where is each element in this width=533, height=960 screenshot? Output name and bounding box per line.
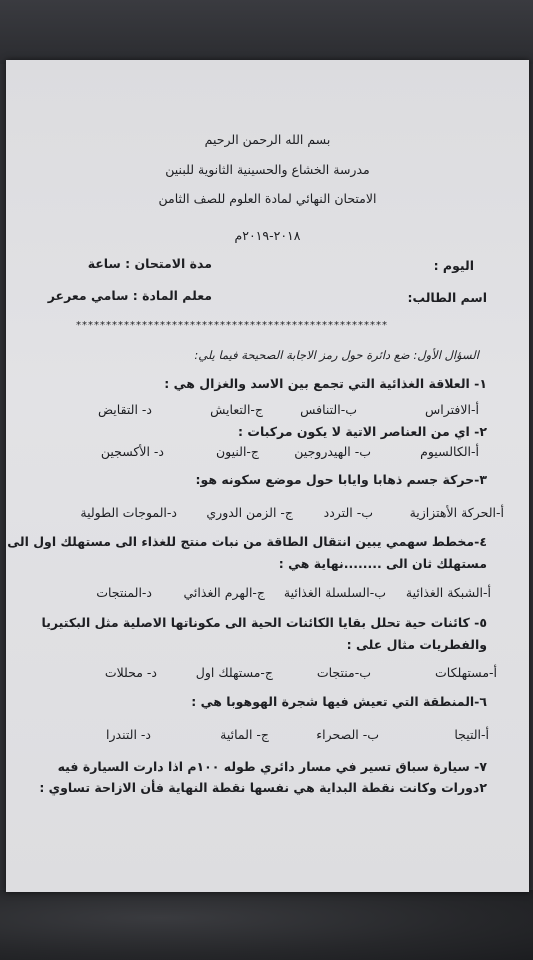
question-5-line-1: ٥- كائنات حية تحلل بقايا الكائنات الحية الى مكوناتها الاصلية مثل البكتيريا	[41, 615, 487, 630]
teacher-name: معلم المادة : سامي معرعر	[47, 288, 212, 303]
option-d: د- الأكسجين	[100, 444, 164, 459]
option-a: أ-الافتراس	[425, 402, 479, 417]
option-a: أ-الكالسيوم	[420, 444, 479, 459]
option-c: ج-التعايش	[210, 402, 263, 417]
option-a: أ-مستهلكات	[435, 665, 497, 680]
day-label: اليوم :	[433, 258, 474, 273]
option-d: د- التقايض	[97, 402, 152, 417]
option-c: ج-الهرم الغذائي	[183, 585, 265, 600]
option-d: د-الموجات الطولية	[80, 505, 177, 520]
exam-year: ٢٠١٨-٢٠١٩م	[234, 228, 301, 243]
background-bottom	[0, 890, 533, 960]
option-a: أ-الحركة الأهتزازية	[409, 505, 504, 520]
question-4-line-2: مستهلك ثان الى ........نهاية هي :	[278, 556, 487, 571]
student-name-label: اسم الطالب:	[407, 290, 487, 305]
option-d: د- التندرا	[106, 727, 151, 742]
option-b: ب- الهيدروجين	[294, 444, 371, 459]
option-c: ج- المائية	[220, 727, 269, 742]
option-b: ب- التردد	[323, 505, 373, 520]
option-d: د-المنتجات	[96, 585, 152, 600]
exam-duration: مدة الامتحان : ساعة	[87, 256, 212, 271]
section-title: السؤال الأول: ضع دائرة حول رمز الاجابة الصحيحة فيما يلي:	[194, 348, 479, 362]
question-2: ٢- اي من العناصر الاتية لا يكون مركبات :	[238, 424, 487, 439]
exam-paper	[6, 60, 529, 892]
school-name: مدرسة الخشاع والحسينية الثانوية للبنين	[165, 162, 370, 177]
separator-line: ****************************************************	[76, 320, 388, 331]
option-c: ج-النيون	[215, 444, 259, 459]
exam-title: الامتحان النهائي لمادة العلوم للصف الثامن	[158, 191, 377, 206]
option-a: أ-التيجا	[454, 727, 489, 742]
option-d: د- محللات	[104, 665, 157, 680]
question-3: ٣-حركة جسم ذهابا وايابا حول موضع سكونه هو:	[195, 472, 487, 487]
basmala: بسم الله الرحمن الرحيم	[204, 132, 331, 147]
question-5-line-2: والفطريات مثال على :	[346, 637, 487, 652]
option-b: ب-منتجات	[316, 665, 371, 680]
question-4-line-1: ٤-مخطط سهمي يبين انتقال الطاقة من نبات منتج للغذاء الى مستهلك اول الى	[7, 534, 487, 549]
background-top	[0, 0, 533, 64]
question-7-line-1: ٧- سيارة سباق تسير في مسار دائري طوله ١٠٠م اذا دارت السيارة فيه	[57, 759, 487, 774]
option-a: أ-الشبكة الغذائية	[405, 585, 491, 600]
option-b: ب-السلسلة الغذائية	[283, 585, 386, 600]
question-1: ١- العلاقة الغذائية التي تجمع بين الاسد والغزال هي :	[164, 376, 487, 391]
question-6: ٦-المنطقة التي تعيش فيها شجرة الهوهوبا هي :	[191, 694, 487, 709]
option-c: ج- الزمن الدوري	[206, 505, 293, 520]
option-b: ب- الصحراء	[316, 727, 379, 742]
option-b: ب-التنافس	[300, 402, 357, 417]
question-7-line-2: ٢دورات وكانت نقطة البداية هي نفسها نقطة النهاية فأن الازاحة تساوي :	[39, 780, 487, 795]
option-c: ج-مستهلك اول	[195, 665, 273, 680]
